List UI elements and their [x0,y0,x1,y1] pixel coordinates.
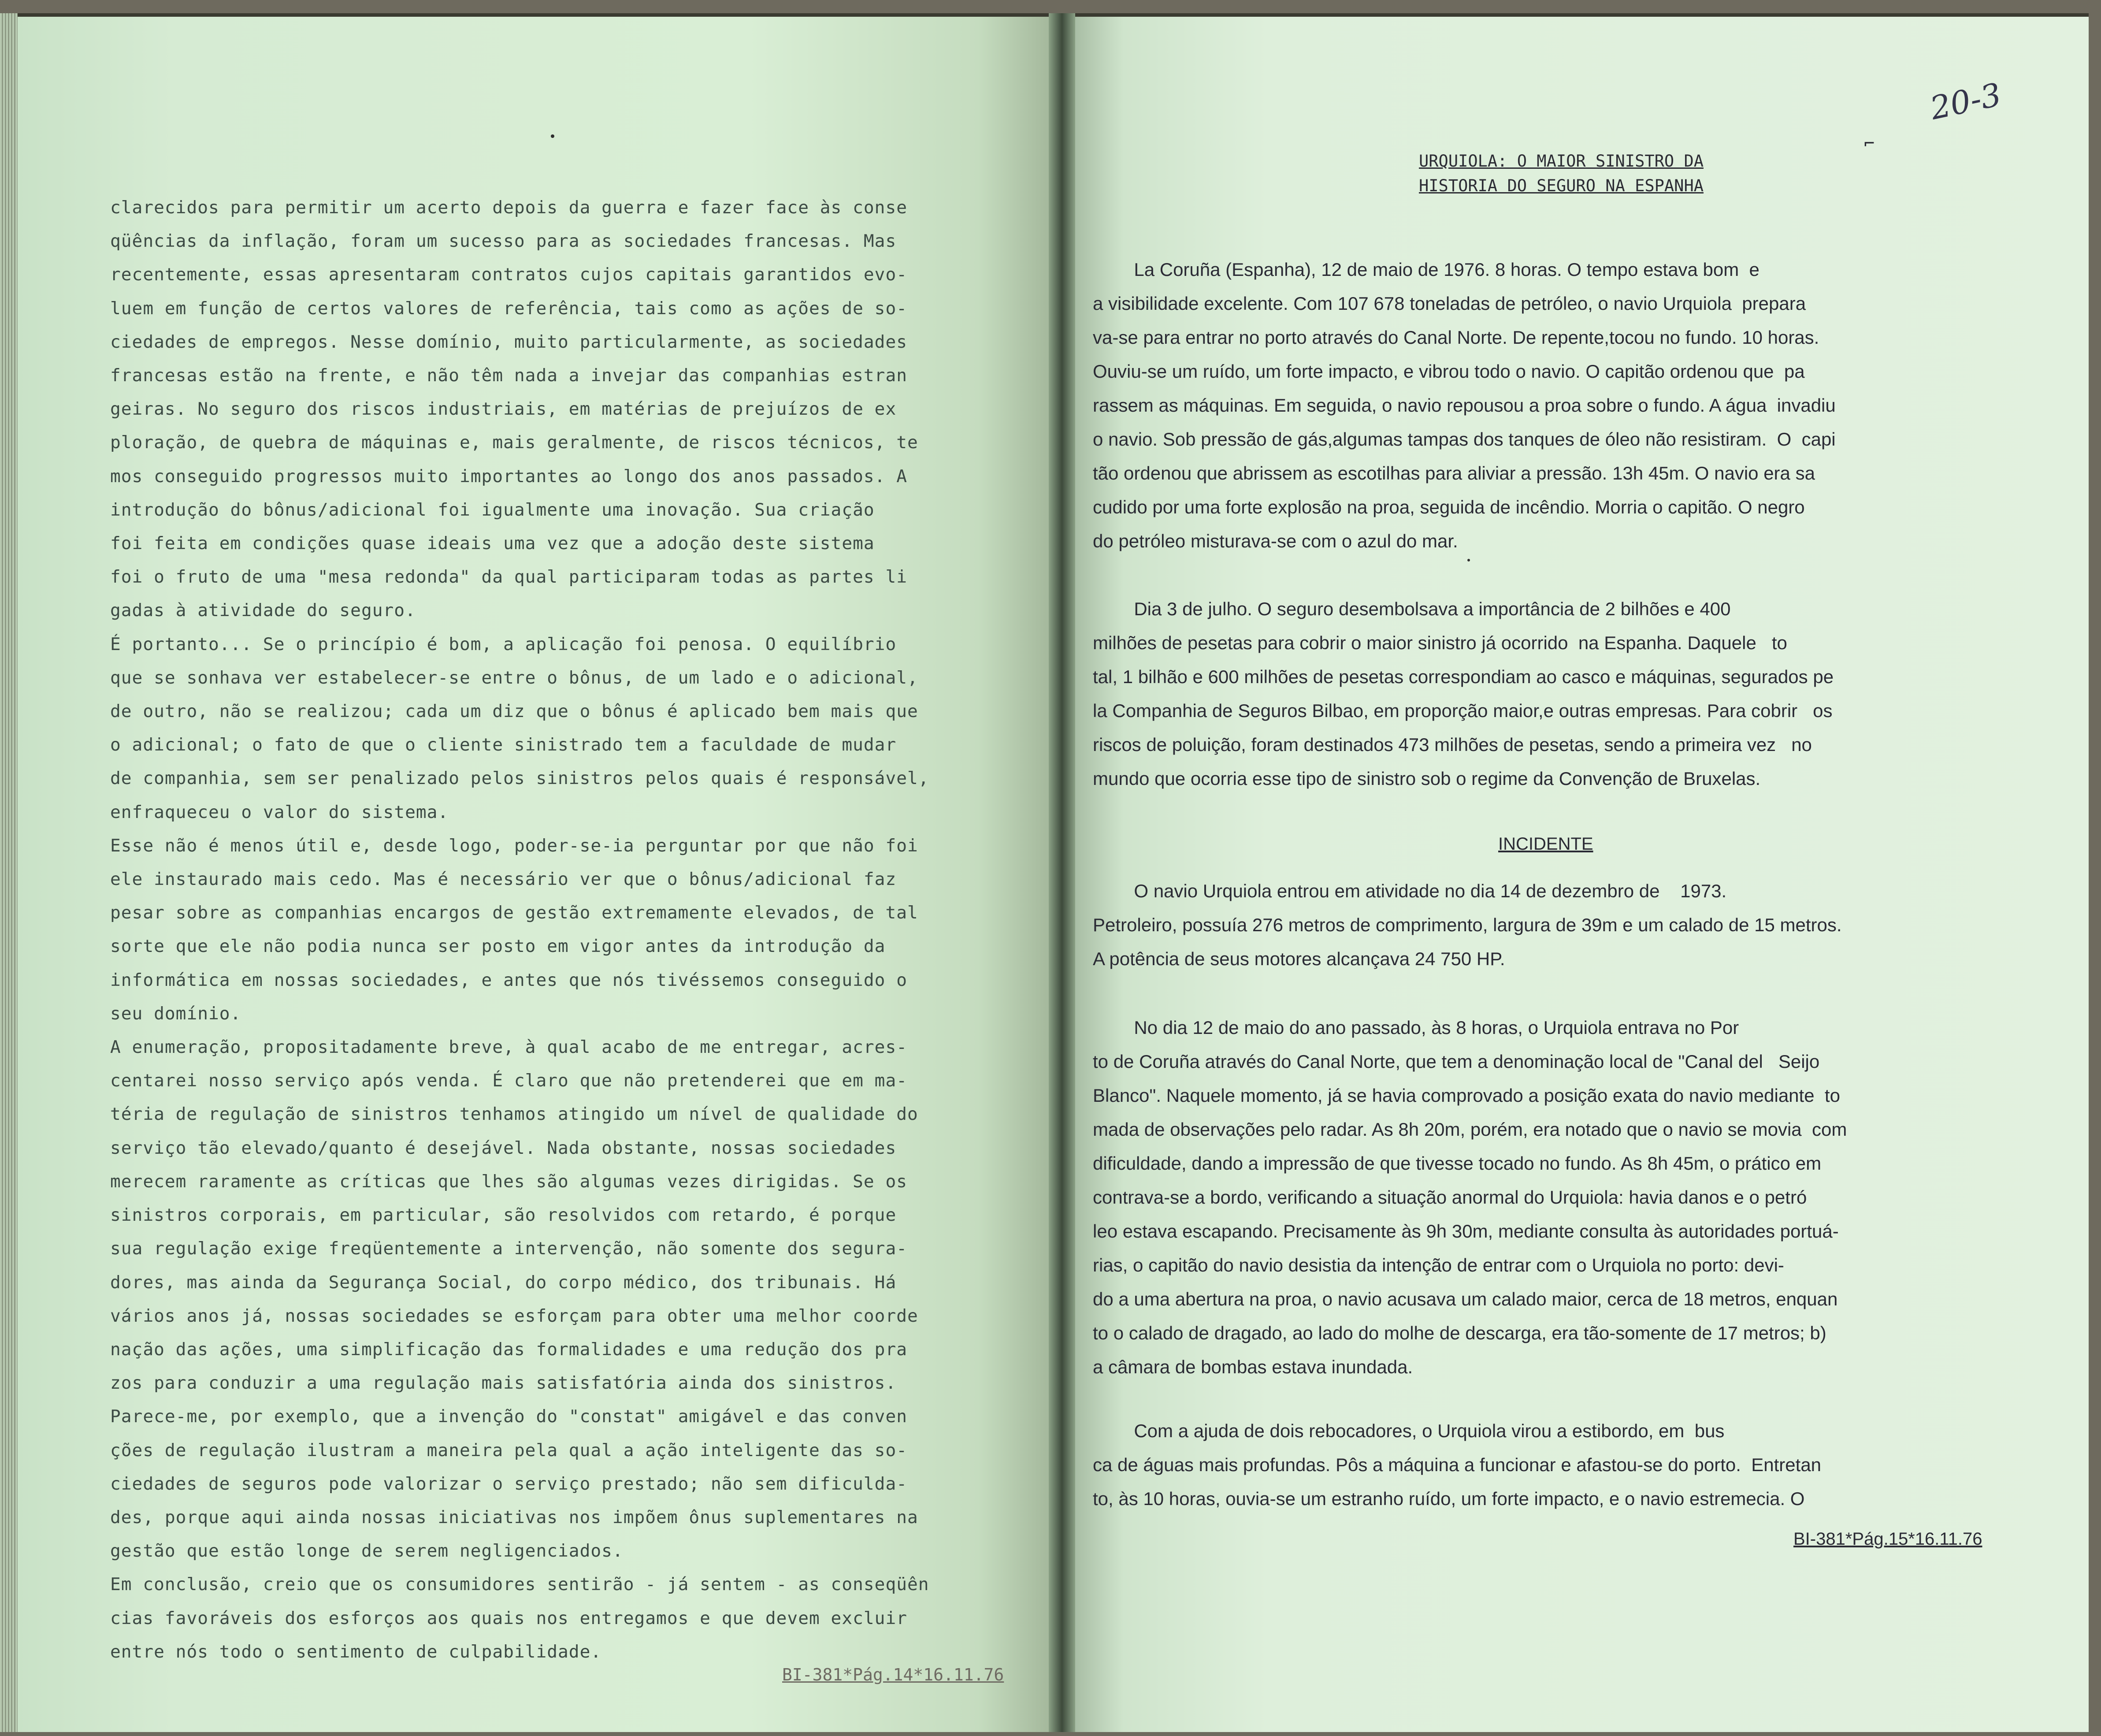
speck [551,134,554,138]
text-line: milhões de pesetas para cobrir o maior sinistro já ocorrido na Espanha. Daquele to [1093,632,1787,653]
text-line: to de Coruña através do Canal Norte, que tem a denominação local de "Canal del Seijo [1093,1051,1820,1072]
text-line: vários anos já, nossas sociedades se esforçam para obter uma melhor coorde [110,1305,918,1326]
text-line: recentemente, essas apresentaram contratos cujos capitais garantidos evo- [110,264,908,285]
text-line: que se sonhava ver estabelecer-se entre o bônus, de um lado e o adicional, [110,667,918,688]
text-line: entre nós todo o sentimento de culpabilidade. [110,1641,602,1662]
margin-mark: ⌐ [1864,134,1875,154]
text-line: enfraqueceu o valor do sistema. [110,802,449,822]
right-page [1062,13,2089,1732]
text-line: Ouviu-se um ruído, um forte impacto, e vibrou todo o navio. O capitão ordenou que pa [1093,361,1805,382]
text-line: leo estava escapando. Precisamente às 9h 30m, mediante consulta às autoridades portuá- [1093,1221,1839,1242]
text-line: va-se para entrar no porto através do Canal Norte. De repente,tocou no fundo. 10 horas. [1093,327,1819,348]
text-line: luem em função de certos valores de referência, tais como as ações de so- [110,298,908,319]
text-line: de outro, não se realizou; cada um diz que o bônus é aplicado bem mais que [110,701,918,722]
text-line: to, às 10 horas, ouvia-se um estranho ruído, um forte impacto, e o navio estremecia. O [1093,1488,1805,1509]
text-line: A potência de seus motores alcançava 24 750 HP. [1093,948,1505,969]
text-line: a câmara de bombas estava inundada. [1093,1357,1413,1377]
article-title-line-2: HISTORIA DO SEGURO NA ESPANHA [1419,176,1704,195]
left-page-text [110,191,1049,1669]
text-line: No dia 12 de maio do ano passado, às 8 horas, o Urquiola entrava no Por [1093,1017,1739,1038]
text-line: to o calado de dragado, ao lado do molhe de descarga, era tão-somente de 17 metros; b) [1093,1323,1826,1343]
text-line: Dia 3 de julho. O seguro desembolsava a importância de 2 bilhões e 400 [1093,598,1731,619]
text-line: ca de águas mais profundas. Pôs a máquina a funcionar e afastou-se do porto. Entretan [1093,1454,1822,1475]
text-line: Blanco". Naquele momento, já se havia comprovado a posição exata do navio mediante to [1093,1085,1840,1106]
text-line: clarecidos para permitir um acerto depois da guerra e fazer face às conse [110,197,908,218]
text-line: a visibilidade excelente. Com 107 678 toneladas de petróleo, o navio Urquiola prepara [1093,293,1806,314]
article-title [1419,149,1704,198]
text-line: foi feita em condições quase ideais uma vez que a adoção deste sistema [110,533,875,554]
section-heading: INCIDENTE [1498,834,1593,854]
text-line: ções de regulação ilustram a maneira pela qual a ação inteligente das so- [110,1440,908,1461]
text-line: rassem as máquinas. Em seguida, o navio repousou a proa sobre o fundo. A água invadiu [1093,395,1836,416]
text-line: des, porque aqui ainda nossas iniciativas nos impõem ônus suplementares na [110,1507,918,1528]
text-line: Em conclusão, creio que os consumidores sentirão - já sentem - as conseqüên [110,1574,929,1595]
text-line: geiras. No seguro dos riscos industriais, em matérias de prejuízos de ex [110,399,897,420]
text-line: contrava-se a bordo, verificando a situação anormal do Urquiola: havia danos e o petró [1093,1187,1807,1208]
text-line: rias, o capitão do navio desistia da intenção de entrar com o Urquiola no porto: devi- [1093,1255,1784,1275]
text-line: gadas à atividade do seguro. [110,600,416,621]
article-title-line-1: URQUIOLA: O MAIOR SINISTRO DA [1419,152,1704,171]
text-line: do a uma abertura na proa, o navio acusava um calado maior, cerca de 18 metros, enquan [1093,1289,1838,1309]
text-line: sinistros corporais, em particular, são resolvidos com retardo, é porque [110,1205,897,1226]
book-gutter [1049,13,1075,1732]
paragraph-1 [1093,253,2067,558]
text-line: Com a ajuda de dois rebocadores, o Urquiola virou a estibordo, em bus [1093,1420,1725,1441]
speck [1467,559,1470,561]
text-line: de companhia, sem ser penalizado pelos sinistros pelos quais é responsável, [110,768,929,789]
paragraph-5 [1093,1414,2067,1516]
text-line: centarei nosso serviço após venda. É claro que não pretenderei que em ma- [110,1071,908,1091]
text-line: dificuldade, dando a impressão de que tivesse tocado no fundo. As 8h 45m, o prático em [1093,1153,1822,1174]
handwritten-page-note: 20-3 [1927,76,2004,127]
text-line: tão ordenou que abrissem as escotilhas para aliviar a pressão. 13h 45m. O navio era sa [1093,463,1815,483]
left-page-footer: BI-381*Pág.14*16.11.76 [782,1665,1004,1684]
text-line: dores, mas ainda da Segurança Social, do corpo médico, dos tribunais. Há [110,1272,897,1293]
text-line: ciedades de empregos. Nesse domínio, muito particularmente, as sociedades [110,331,908,352]
paragraph-3 [1093,874,2067,976]
text-line: cias favoráveis dos esforços aos quais nos entregamos e que devem excluir [110,1608,908,1628]
text-line: merecem raramente as críticas que lhes são algumas vezes dirigidas. Se os [110,1171,908,1192]
text-line: serviço tão elevado/quanto é desejável. Nada obstante, nossas sociedades [110,1138,897,1158]
text-line: francesas estão na frente, e não têm nada a invejar das companhias estran [110,365,908,386]
text-line: zos para conduzir a uma regulação mais satisfatória ainda dos sinistros. [110,1373,897,1394]
text-line: O navio Urquiola entrou em atividade no dia 14 de dezembro de 1973. [1093,881,1727,901]
text-line: ploração, de quebra de máquinas e, mais geralmente, de riscos técnicos, te [110,432,918,453]
text-line: mundo que ocorria esse tipo de sinistro sob o regime da Convenção de Bruxelas. [1093,768,1761,789]
text-line: pesar sobre as companhias encargos de gestão extremamente elevados, de tal [110,903,918,923]
text-line: sua regulação exige freqüentemente a intervenção, não somente dos segura- [110,1238,908,1259]
text-line: do petróleo misturava-se com o azul do mar. [1093,531,1458,551]
text-line: gestão que estão longe de serem negligenciados. [110,1541,624,1561]
text-line: cudido por uma forte explosão na proa, seguida de incêndio. Morria o capitão. O negro [1093,497,1805,517]
text-line: introdução do bônus/adicional foi igualmente uma inovação. Sua criação [110,499,875,520]
text-line: riscos de poluição, foram destinados 473 milhões de pesetas, sendo a primeira vez no [1093,734,1812,755]
left-page [18,13,1062,1732]
text-line: téria de regulação de sinistros tenhamos atingido um nível de qualidade do [110,1104,918,1125]
paragraph-2 [1093,592,2067,796]
text-line: Petroleiro, possuía 276 metros de comprimento, largura de 39m e um calado de 15 metros. [1093,914,1842,935]
text-line: tal, 1 bilhão e 600 milhões de pesetas correspondiam ao casco e máquinas, segurados pe [1093,666,1834,687]
text-line: ciedades de seguros pode valorizar o serviço prestado; não sem dificulda- [110,1473,908,1494]
text-line: Parece-me, por exemplo, que a invenção do "constat" amigável e das conven [110,1406,908,1427]
text-line: mos conseguido progressos muito importantes ao longo dos anos passados. A [110,466,908,487]
text-line: qüências da inflação, foram um sucesso para as sociedades francesas. Mas [110,231,897,252]
text-line: Esse não é menos útil e, desde logo, poder-se-ia perguntar por que não foi [110,835,918,856]
text-line: o navio. Sob pressão de gás,algumas tampas dos tanques de óleo não resistiram. O capi [1093,429,1836,450]
right-page-footer: BI-381*Pág.15*16.11.76 [1793,1529,1982,1549]
text-line: la Companhia de Seguros Bilbao, em proporção maior,e outras empresas. Para cobrir os [1093,700,1833,721]
text-line: La Coruña (Espanha), 12 de maio de 1976. 8 horas. O tempo estava bom e [1093,259,1759,280]
text-line: A enumeração, propositadamente breve, à qual acabo de me entregar, acres- [110,1037,908,1058]
text-line: mada de observações pelo radar. As 8h 20m, porém, era notado que o navio se movia com [1093,1119,1847,1140]
text-line: seu domínio. [110,1003,241,1024]
text-line: ele instaurado mais cedo. Mas é necessário ver que o bônus/adicional faz [110,869,897,890]
text-line: o adicional; o fato de que o cliente sinistrado tem a faculdade de mudar [110,735,897,755]
text-line: É portanto... Se o princípio é bom, a aplicação foi penosa. O equilíbrio [110,634,897,654]
paragraph-4 [1093,1011,2067,1384]
text-line: informática em nossas sociedades, e antes que nós tivéssemos conseguido o [110,970,908,990]
text-line: nação das ações, uma simplificação das formalidades e uma redução dos pra [110,1339,908,1360]
text-line: sorte que ele não podia nunca ser posto em vigor antes da introdução da [110,936,886,957]
text-line: foi o fruto de uma "mesa redonda" da qual participaram todas as partes li [110,567,908,587]
